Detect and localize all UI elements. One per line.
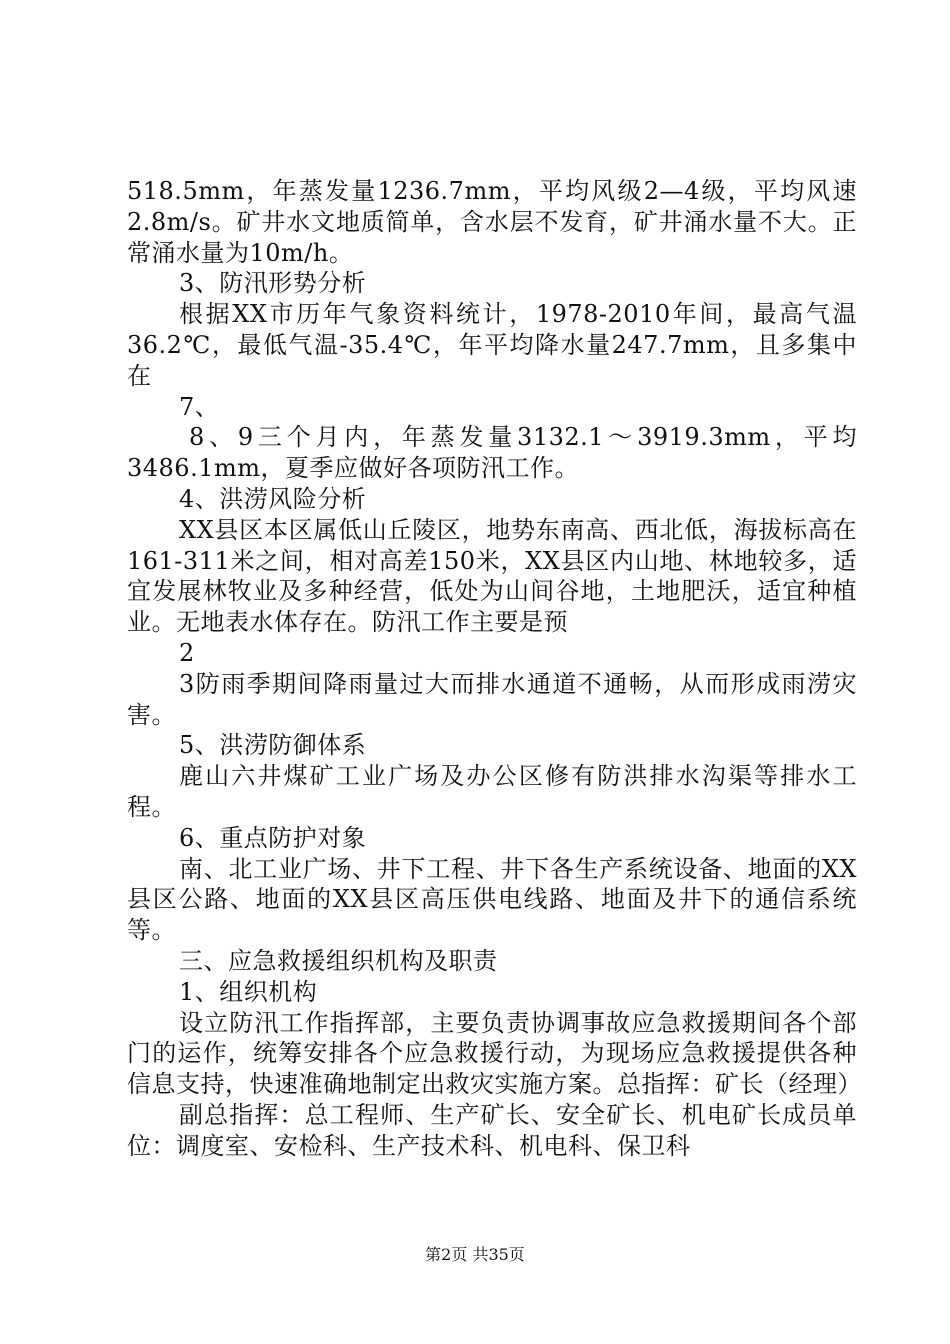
paragraph-14: 1、组织机构 (179, 977, 318, 1006)
paragraph-3: 7、 (179, 392, 220, 421)
page-number-footer: 第2页 共35页 (425, 1245, 525, 1264)
paragraph-16: 副总指挥：总工程师、生产矿长、安全矿长、机电矿长成员单位：调度室、安检科、生产技术科、机电科、保卫科 (127, 1100, 857, 1160)
paragraph-8: 3防雨季期间降雨量过大而排水通道不通畅，从而形成雨涝灾害。 (127, 669, 857, 729)
paragraph-9: 5、洪涝防御体系 (179, 731, 367, 760)
document-body (127, 176, 862, 1162)
paragraph-2: 根据XX市历年气象资料统计，1978-2010年间，最高气温36.2℃，最低气温-35.4℃，年平均降水量247.7mm，且多集中在 (127, 300, 857, 390)
paragraph-5: 4、洪涝风险分析 (179, 484, 367, 513)
paragraph-0: 518.5mm，年蒸发量1236.7mm，平均风级2—4级，平均风速2.8m/s。矿井水文地质简单，含水层不发育，矿井涌水量不大。正常涌水量为10m/h。 (127, 177, 857, 267)
paragraph-10: 鹿山六井煤矿工业广场及办公区修有防洪排水沟渠等排水工程。 (127, 762, 857, 821)
paragraph-15: 设立防汛工作指挥部，主要负责协调事故应急救援期间各个部门的运作，统筹安排各个应急救援行动，为现场应急救援提供各种信息支持，快速准确地制定出救灾实施方案。总指挥：矿长（经理） (127, 1008, 862, 1099)
paragraph-7: 2 (179, 638, 195, 667)
paragraph-11: 6、重点防护对象 (179, 823, 367, 852)
paragraph-13: 三、应急救援组织机构及职责 (179, 946, 498, 975)
paragraph-4: 8、9三个月内，年蒸发量3132.1～3919.3mm，平均3486.1mm，夏季应做好各项防汛工作。 (127, 423, 857, 483)
paragraph-6: XX县区本区属低山丘陵区，地势东南高、西北低，海拔标高在161-311米之间，相对高差150米，XX县区内山地、林地较多，适宜发展林牧业及多种经营，低处为山间谷地，土地肥沃，适宜种植业。无地表水体存在。防汛工作主要是预 (127, 515, 857, 637)
paragraph-1: 3、防汛形势分析 (179, 269, 367, 298)
paragraph-12: 南、北工业广场、井下工程、井下各生产系统设备、地面的XX县区公路、地面的XX县区高压供电线路、地面及井下的通信系统等。 (127, 854, 857, 945)
